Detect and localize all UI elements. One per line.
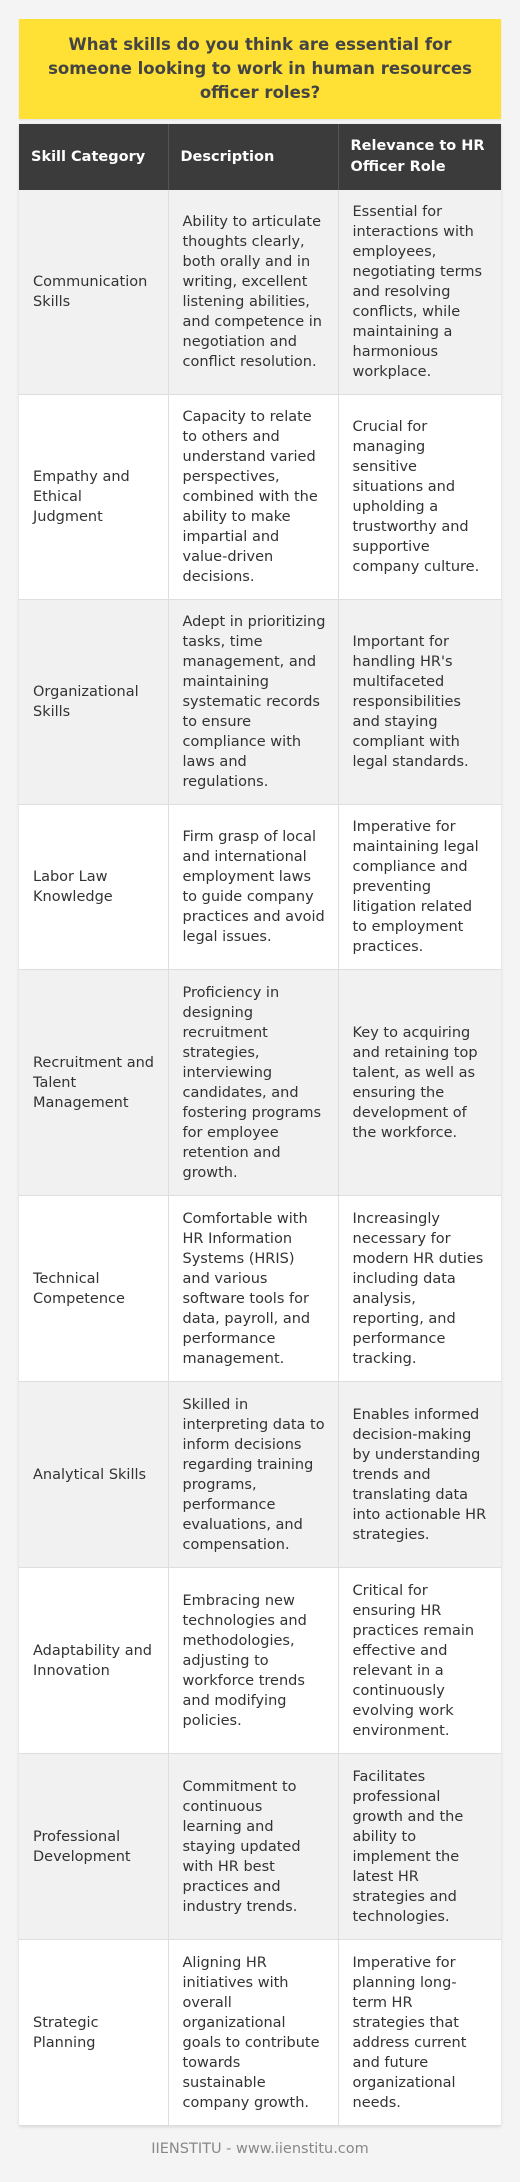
header-description: Description [168, 124, 338, 190]
description-cell: Aligning HR initiatives with overall organizational goals to contribute towards sustainable company growth. [168, 1940, 338, 2126]
skill-category-cell: Adaptability and Innovation [19, 1568, 168, 1754]
header-row [19, 124, 501, 190]
skill-category-cell: Technical Competence [19, 1196, 168, 1382]
table-row [19, 970, 501, 1196]
skill-category-cell: Professional Development [19, 1754, 168, 1940]
footer-credit: IIENSTITU - www.iienstitu.com [151, 2141, 369, 2157]
skill-category-cell: Labor Law Knowledge [19, 805, 168, 970]
description-cell: Ability to articulate thoughts clearly, both orally and in writing, excellent listening abilities, and competence in negotiation and conflict resolution. [168, 190, 338, 395]
question-banner: What skills do you think are essential for someone looking to work in human resources officer roles? [19, 19, 501, 119]
table-row [19, 600, 501, 805]
description-cell: Adept in prioritizing tasks, time management, and maintaining systematic records to ensure compliance with laws and regulations. [168, 600, 338, 805]
header-skill-category: Skill Category [19, 124, 168, 190]
relevance-cell: Increasingly necessary for modern HR duties including data analysis, reporting, and performance tracking. [338, 1196, 501, 1382]
table-row [19, 1382, 501, 1568]
table-row [19, 190, 501, 395]
skill-category-cell: Analytical Skills [19, 1382, 168, 1568]
table-row [19, 395, 501, 600]
table-row [19, 1568, 501, 1754]
description-cell: Firm grasp of local and international employment laws to guide company practices and avoid legal issues. [168, 805, 338, 970]
header-relevance: Relevance to HR Officer Role [338, 124, 501, 190]
skill-category-cell: Empathy and Ethical Judgment [19, 395, 168, 600]
description-cell: Commitment to continuous learning and staying updated with HR best practices and industry trends. [168, 1754, 338, 1940]
description-cell: Embracing new technologies and methodologies, adjusting to workforce trends and modifying policies. [168, 1568, 338, 1754]
description-cell: Skilled in interpreting data to inform decisions regarding training programs, performance evaluations, and compensation. [168, 1382, 338, 1568]
table-header [19, 124, 501, 190]
skill-category-cell: Communication Skills [19, 190, 168, 395]
skill-category-cell: Strategic Planning [19, 1940, 168, 2126]
description-cell: Capacity to relate to others and understand varied perspectives, combined with the ability to make impartial and value-driven decisions. [168, 395, 338, 600]
description-cell: Comfortable with HR Information Systems (HRIS) and various software tools for data, payroll, and performance management. [168, 1196, 338, 1382]
description-cell: Proficiency in designing recruitment strategies, interviewing candidates, and fostering programs for employee retention and growth. [168, 970, 338, 1196]
table-row [19, 805, 501, 970]
relevance-cell: Important for handling HR's multifaceted responsibilities and staying compliant with legal standards. [338, 600, 501, 805]
table-row [19, 1940, 501, 2126]
skills-table [19, 124, 501, 2126]
relevance-cell: Imperative for maintaining legal compliance and preventing litigation related to employment practices. [338, 805, 501, 970]
relevance-cell: Enables informed decision-making by understanding trends and translating data into actionable HR strategies. [338, 1382, 501, 1568]
relevance-cell: Facilitates professional growth and the ability to implement the latest HR strategies and technologies. [338, 1754, 501, 1940]
skill-category-cell: Organizational Skills [19, 600, 168, 805]
relevance-cell: Key to acquiring and retaining top talent, as well as ensuring the development of the workforce. [338, 970, 501, 1196]
table-body [19, 190, 501, 2126]
relevance-cell: Crucial for managing sensitive situations and upholding a trustworthy and supportive company culture. [338, 395, 501, 600]
relevance-cell: Imperative for planning long-term HR strategies that address current and future organizational needs. [338, 1940, 501, 2126]
table-row [19, 1196, 501, 1382]
relevance-cell: Essential for interactions with employees, negotiating terms and resolving conflicts, while maintaining a harmonious workplace. [338, 190, 501, 395]
relevance-cell: Critical for ensuring HR practices remain effective and relevant in a continuously evolving work environment. [338, 1568, 501, 1754]
skill-category-cell: Recruitment and Talent Management [19, 970, 168, 1196]
table-row [19, 1754, 501, 1940]
